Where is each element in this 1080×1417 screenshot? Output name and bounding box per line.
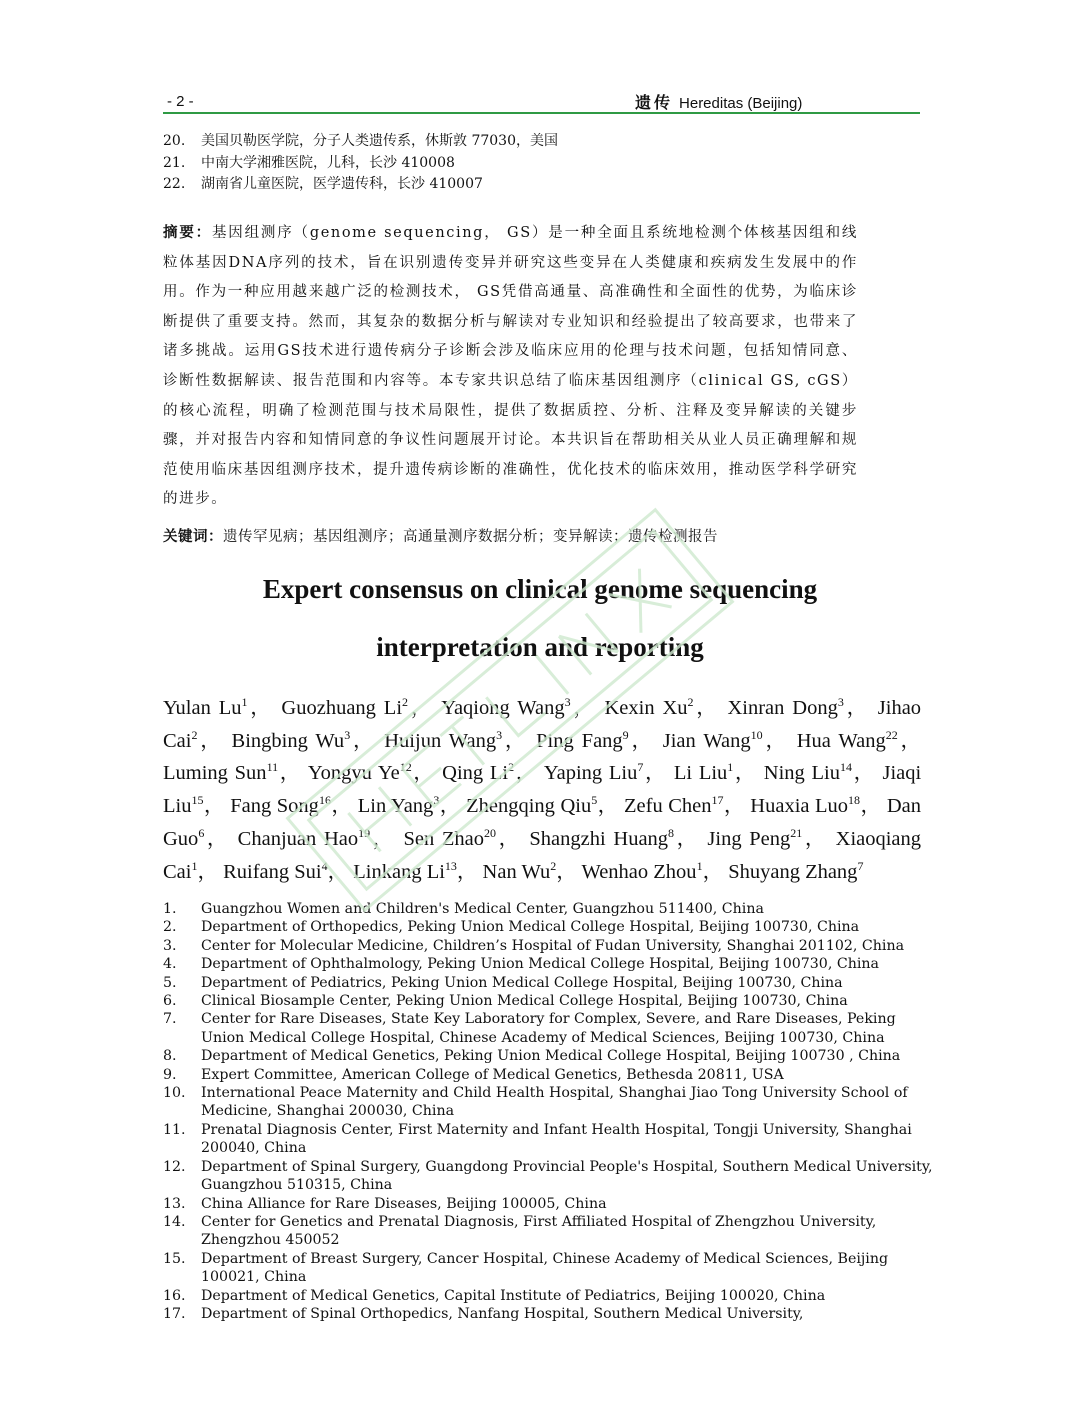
- author: [358, 795, 461, 817]
- author-name: Shangzhi Huang: [529, 827, 669, 850]
- affiliation-item: [163, 1195, 933, 1213]
- author: [230, 795, 352, 817]
- author-separator: ，: [408, 697, 435, 719]
- author-affiliation-marker: 3: [344, 727, 351, 742]
- author-name: Zefu Chen: [624, 795, 712, 818]
- affiliation-item: 20. 美国贝勒医学院，分子人类遗传系，休斯敦 77030，美国: [163, 133, 558, 149]
- page-number: - 2 -: [167, 93, 194, 110]
- author-name: Bingbing Wu: [231, 729, 345, 752]
- author-affiliation-marker: 19: [358, 825, 371, 840]
- affiliation-number: 13.: [163, 1195, 186, 1212]
- affiliation-number: 1.: [163, 901, 177, 917]
- affiliation-text: Department of Pediatrics, Peking Union Medical College Hospital, Beijing 100730, China: [201, 974, 843, 991]
- author-name: Jiaqi Liu: [163, 762, 922, 818]
- author-separator: ，: [203, 795, 225, 818]
- author-affiliation-marker: 3: [496, 727, 503, 742]
- keywords-label: 关键词：: [163, 528, 223, 545]
- affiliation-text: Center for Genetics and Prenatal Diagnosis, First Affiliated Hospital of Zhengzhou University, Zhengzhou 450052: [201, 1213, 877, 1249]
- author: [308, 762, 436, 784]
- author: [707, 825, 828, 850]
- author: [728, 858, 864, 883]
- author-affiliation-marker: 2: [402, 695, 409, 710]
- author: [441, 697, 596, 719]
- author-name: Linkang Li: [353, 860, 445, 883]
- author-list: [163, 692, 921, 888]
- author: [674, 762, 757, 784]
- author-name: Dan Guo: [163, 795, 921, 850]
- author: [727, 697, 869, 719]
- author: [605, 697, 720, 719]
- keywords: [163, 525, 718, 549]
- affiliation-item: [163, 1084, 933, 1121]
- author-separator: ，: [897, 729, 922, 752]
- affiliation-text: Department of Spinal Orthopedics, Nanfang Hospital, Southern Medical University,: [201, 1305, 804, 1322]
- author-affiliation-marker: 2: [550, 858, 557, 873]
- affiliation-number: 15.: [163, 1250, 186, 1267]
- author-affiliation-marker: 1: [727, 760, 734, 775]
- affiliation-item: [163, 992, 933, 1010]
- affiliation-text: Department of Orthopedics, Peking Union Medical College Hospital, Beijing 100730, China: [201, 919, 860, 936]
- affiliation-item: [163, 1121, 933, 1158]
- affiliation-text: Department of Spinal Surgery, Guangdong Provincial People's Hospital, Southern Medical University, Guangzhou 510315, China: [201, 1158, 933, 1194]
- abstract: [163, 218, 858, 515]
- author: [237, 825, 396, 850]
- affiliation-number: 8.: [163, 1048, 177, 1065]
- author-name: Ning Liu: [763, 762, 840, 785]
- author: [281, 697, 434, 719]
- affiliation-item: 21. 中南大学湘雅医院，儿科，长沙 410008: [163, 154, 455, 171]
- author: [536, 727, 655, 752]
- running-header: [163, 88, 920, 114]
- author-separator: ，: [860, 795, 882, 818]
- author-name: Lin Yang: [357, 795, 434, 818]
- author-affiliation-marker: 2: [508, 760, 515, 775]
- author-affiliation-marker: 1: [191, 858, 198, 873]
- affiliation-text: China Alliance for Rare Diseases, Beijing 100005, China: [201, 1195, 607, 1212]
- author-name: Yongyu Ye: [307, 762, 400, 785]
- author-separator: ，: [802, 827, 828, 850]
- author: [442, 762, 538, 784]
- author-separator: ，: [723, 795, 745, 818]
- author: [544, 762, 667, 784]
- author-name: Qing Li: [442, 762, 509, 785]
- author-separator: ，: [496, 827, 522, 850]
- author-name: Xiaoqiang Cai: [163, 827, 922, 883]
- affiliation-text: Center for Molecular Medicine, Children’s Hospital of Fudan University, Shanghai 201102, China: [201, 937, 905, 954]
- author-separator: ，: [556, 860, 577, 883]
- affiliation-item: [163, 1250, 933, 1287]
- affiliation-number: 9.: [163, 1066, 177, 1083]
- author-affiliation-marker: 7: [637, 760, 644, 775]
- author: [231, 727, 377, 752]
- author-separator: ，: [370, 827, 396, 850]
- affiliation-item: [163, 918, 933, 936]
- author-separator: ，: [674, 827, 700, 850]
- author-separator: ，: [327, 860, 349, 883]
- affiliation-text: Department of Medical Genetics, Peking Union Medical College Hospital, Beijing 100730 , China: [201, 1048, 901, 1065]
- author-affiliation-marker: 12: [399, 760, 412, 775]
- author-affiliation-marker: 13: [444, 858, 457, 873]
- author-affiliation-marker: 4: [321, 858, 328, 873]
- author-separator: ，: [350, 729, 377, 752]
- author-separator: ，: [733, 762, 758, 785]
- author-separator: ，: [330, 795, 353, 818]
- author-separator: ，: [278, 762, 302, 785]
- author-name: Shuyang Zhang: [728, 860, 858, 883]
- affiliation-item: 22. 湖南省儿童医院，医学遗传科，长沙 410007: [163, 176, 483, 192]
- affiliation-number: 5.: [163, 974, 177, 991]
- affiliation-number: 12.: [163, 1158, 186, 1175]
- affiliation-item: [163, 1066, 933, 1084]
- affiliation-number: 6.: [163, 993, 177, 1010]
- author-name: Jing Peng: [707, 827, 791, 850]
- author: [624, 795, 745, 817]
- author-name: Fang Song: [230, 795, 319, 818]
- author-name: Yaping Liu: [543, 762, 638, 785]
- author-separator: ，: [514, 762, 538, 785]
- affiliation-number: 14.: [163, 1213, 186, 1230]
- author-name: Ping Fang: [536, 729, 623, 752]
- author-affiliation-marker: 10: [750, 727, 763, 742]
- author: [353, 858, 478, 883]
- author: [482, 858, 577, 883]
- affiliation-number: 17.: [163, 1305, 186, 1322]
- affiliation-text: Center for Rare Diseases, State Key Laboratory for Complex, Severe, and Rare Diseases, Peking Union Medical College Hospital, Chinese Academy of Medical Sciences, Beijing 100730, China: [201, 1011, 896, 1046]
- affiliation-item: [163, 974, 933, 992]
- author-separator: ，: [456, 860, 478, 883]
- affiliation-item: [163, 1158, 933, 1195]
- author-name: Huijun Wang: [384, 729, 497, 752]
- affiliation-number: 11.: [163, 1121, 186, 1138]
- author-separator: ，: [851, 762, 876, 785]
- author-name: Ruifang Sui: [223, 860, 322, 883]
- author-name: Chanjuan Hao: [237, 827, 359, 850]
- author-name: Li Liu: [673, 762, 728, 785]
- author-name: Guozhuang Li: [281, 697, 403, 719]
- article-title-line-2: interpretation and reporting: [376, 632, 704, 662]
- affiliation-text: Guangzhou Women and Children's Medical Center, Guangzhou 511400, China: [201, 901, 764, 917]
- affiliation-text: Expert Committee, American College of Medical Genetics, Bethesda 20811, USA: [201, 1066, 784, 1083]
- affiliation-list: [163, 900, 933, 1323]
- keywords-text: 遗传罕见病；基因组测序；高通量测序数据分析；变异解读；遗传检测报告: [223, 529, 718, 545]
- author-name: Zhengqing Qiu: [466, 795, 592, 818]
- author: [403, 825, 522, 850]
- affiliation-item: [163, 1287, 933, 1305]
- author-affiliation-marker: 20: [484, 825, 497, 840]
- affiliation-text: International Peace Maternity and Child Health Hospital, Shanghai Jiao Tong University School of Medicine, Shanghai 200030, China: [201, 1085, 908, 1120]
- affiliation-text: Prenatal Diagnosis Center, First Maternity and Infant Health Hospital, Tongji University, Shanghai 200040, China: [201, 1121, 912, 1157]
- author-separator: ，: [439, 795, 461, 818]
- affiliation-item: [163, 1213, 933, 1250]
- author-affiliation-marker: 7: [857, 858, 864, 873]
- abstract-text: 基因组测序（genome sequencing， GS）是一种全面且系统地检测个体核基因组和线粒体基因DNA序列的技术，旨在识别遗传变异并研究这些变异在人类健康和疾病发生发展中的作用。作为一种应用越来越广泛的检测技术， GS凭借高通量、高准确性和全面性的优势，为临床诊断提供了重要支持。然而，其复杂的数据分析与解读对专业知识和经验提出了较高要求，也带来了诸多挑战。运用GS技术进行遗传病分子诊断会涉及临床应用的伦理与技术问题，包括知情同意、诊断性数据解读、报告范围和内容等。本专家共识总结了临床基因组测序（clinical GS, cGS）的核心流程，明确了检测范围与技术局限性，提供了数据质控、分析、注释及变异解读的关键步骤，并对报告内容和知情同意的争议性问题展开讨论。本共识旨在帮助相关从业人员正确理解和规范使用临床基因组测序技术，提升遗传病诊断的准确性，优化技术的临床效用，推动医学科学研究的进步。: [163, 225, 858, 508]
- author-separator: ，: [411, 762, 436, 785]
- affiliation-text: Clinical Biosample Center, Peking Union Medical College Hospital, Beijing 100730, China: [201, 993, 848, 1010]
- author-affiliation-marker: 2: [687, 695, 694, 710]
- author-affiliation-marker: 1: [696, 858, 703, 873]
- affiliation-text: Department of Medical Genetics, Capital Institute of Pediatrics, Beijing 100020, China: [201, 1287, 826, 1304]
- affiliation-number: 3.: [163, 937, 177, 954]
- affiliation-number: 2.: [163, 919, 177, 936]
- author-name: Wenhao Zhou: [581, 860, 697, 883]
- author-name: Jihao Cai: [163, 697, 922, 752]
- author-affiliation-marker: 16: [318, 793, 331, 808]
- author-separator: ，: [693, 697, 720, 719]
- author-name: Nan Wu: [482, 860, 551, 883]
- author-affiliation-marker: 21: [790, 825, 803, 840]
- affiliation-item: [163, 1010, 933, 1047]
- author: [529, 825, 700, 850]
- affiliation-number: 16.: [163, 1287, 186, 1304]
- article-title-line-1: Expert consensus on clinical genome sequencing: [262, 574, 818, 604]
- author: [163, 762, 302, 784]
- author: [384, 727, 529, 752]
- author-name: Xinran Dong: [727, 697, 838, 719]
- author-separator: ，: [843, 697, 870, 719]
- author-name: Huaxia Luo: [750, 795, 849, 818]
- affiliation-item: [163, 955, 933, 973]
- author-affiliation-marker: 1: [241, 695, 248, 710]
- author: [466, 795, 618, 817]
- author-separator: ，: [597, 795, 619, 818]
- author-affiliation-marker: 2: [191, 727, 198, 742]
- affiliation-number: 4.: [163, 956, 177, 973]
- author-affiliation-marker: 3: [564, 695, 571, 710]
- author-affiliation-marker: 15: [191, 793, 204, 808]
- affiliation-item: [163, 900, 933, 918]
- affiliation-text: Department of Ophthalmology, Peking Union Medical College Hospital, Beijing 100730, China: [201, 956, 879, 973]
- author-affiliation-marker: 5: [591, 793, 598, 808]
- author-name: Kexin Xu: [604, 697, 688, 719]
- affiliation-item: [163, 1047, 933, 1065]
- affiliation-number: 10.: [163, 1085, 186, 1102]
- chinese-affiliations: [163, 131, 558, 196]
- author-affiliation-marker: 17: [711, 793, 724, 808]
- author-name: Yulan Lu: [163, 697, 242, 719]
- author: [764, 762, 876, 784]
- affiliation-text: Department of Breast Surgery, Cancer Hospital, Chinese Academy of Medical Sciences, Beijing 100021, China: [201, 1250, 889, 1286]
- author-separator: ，: [247, 697, 274, 719]
- author: [750, 795, 881, 817]
- author-name: Hua Wang: [796, 729, 886, 752]
- author-separator: ，: [570, 697, 597, 719]
- affiliation-number: 7.: [163, 1011, 177, 1028]
- author-affiliation-marker: 3: [837, 695, 844, 710]
- author-affiliation-marker: 18: [848, 793, 861, 808]
- author: [223, 858, 349, 883]
- author-affiliation-marker: 6: [198, 825, 205, 840]
- journal-name: [635, 90, 802, 113]
- author-separator: ，: [643, 762, 668, 785]
- author-affiliation-marker: 22: [885, 727, 898, 742]
- affiliation-item: [163, 1305, 933, 1323]
- author: [796, 727, 922, 752]
- author-affiliation-marker: 8: [668, 825, 675, 840]
- author-name: Yaqiong Wang: [441, 697, 565, 719]
- author-name: Sen Zhao: [403, 827, 485, 850]
- author: [581, 858, 724, 883]
- author-affiliation-marker: 11: [266, 760, 279, 775]
- author-affiliation-marker: 3: [433, 793, 440, 808]
- affiliation-item: [163, 937, 933, 955]
- author-affiliation-marker: 14: [839, 760, 852, 775]
- journal-name-en: Hereditas (Beijing): [679, 95, 803, 112]
- author-separator: ，: [628, 729, 655, 752]
- journal-logo-cn: 遗传: [635, 93, 674, 112]
- author: [163, 697, 274, 719]
- author-separator: ，: [197, 729, 224, 752]
- author-separator: ，: [502, 729, 529, 752]
- author-separator: ，: [762, 729, 789, 752]
- author-affiliation-marker: 9: [622, 727, 629, 742]
- author-separator: ，: [702, 860, 724, 883]
- author-name: Luming Sun: [163, 762, 267, 785]
- abstract-label: 摘要：: [163, 224, 212, 241]
- author-separator: ，: [197, 860, 218, 883]
- author: [662, 727, 789, 752]
- author-name: Jian Wang: [662, 729, 751, 752]
- author-separator: ，: [204, 827, 230, 850]
